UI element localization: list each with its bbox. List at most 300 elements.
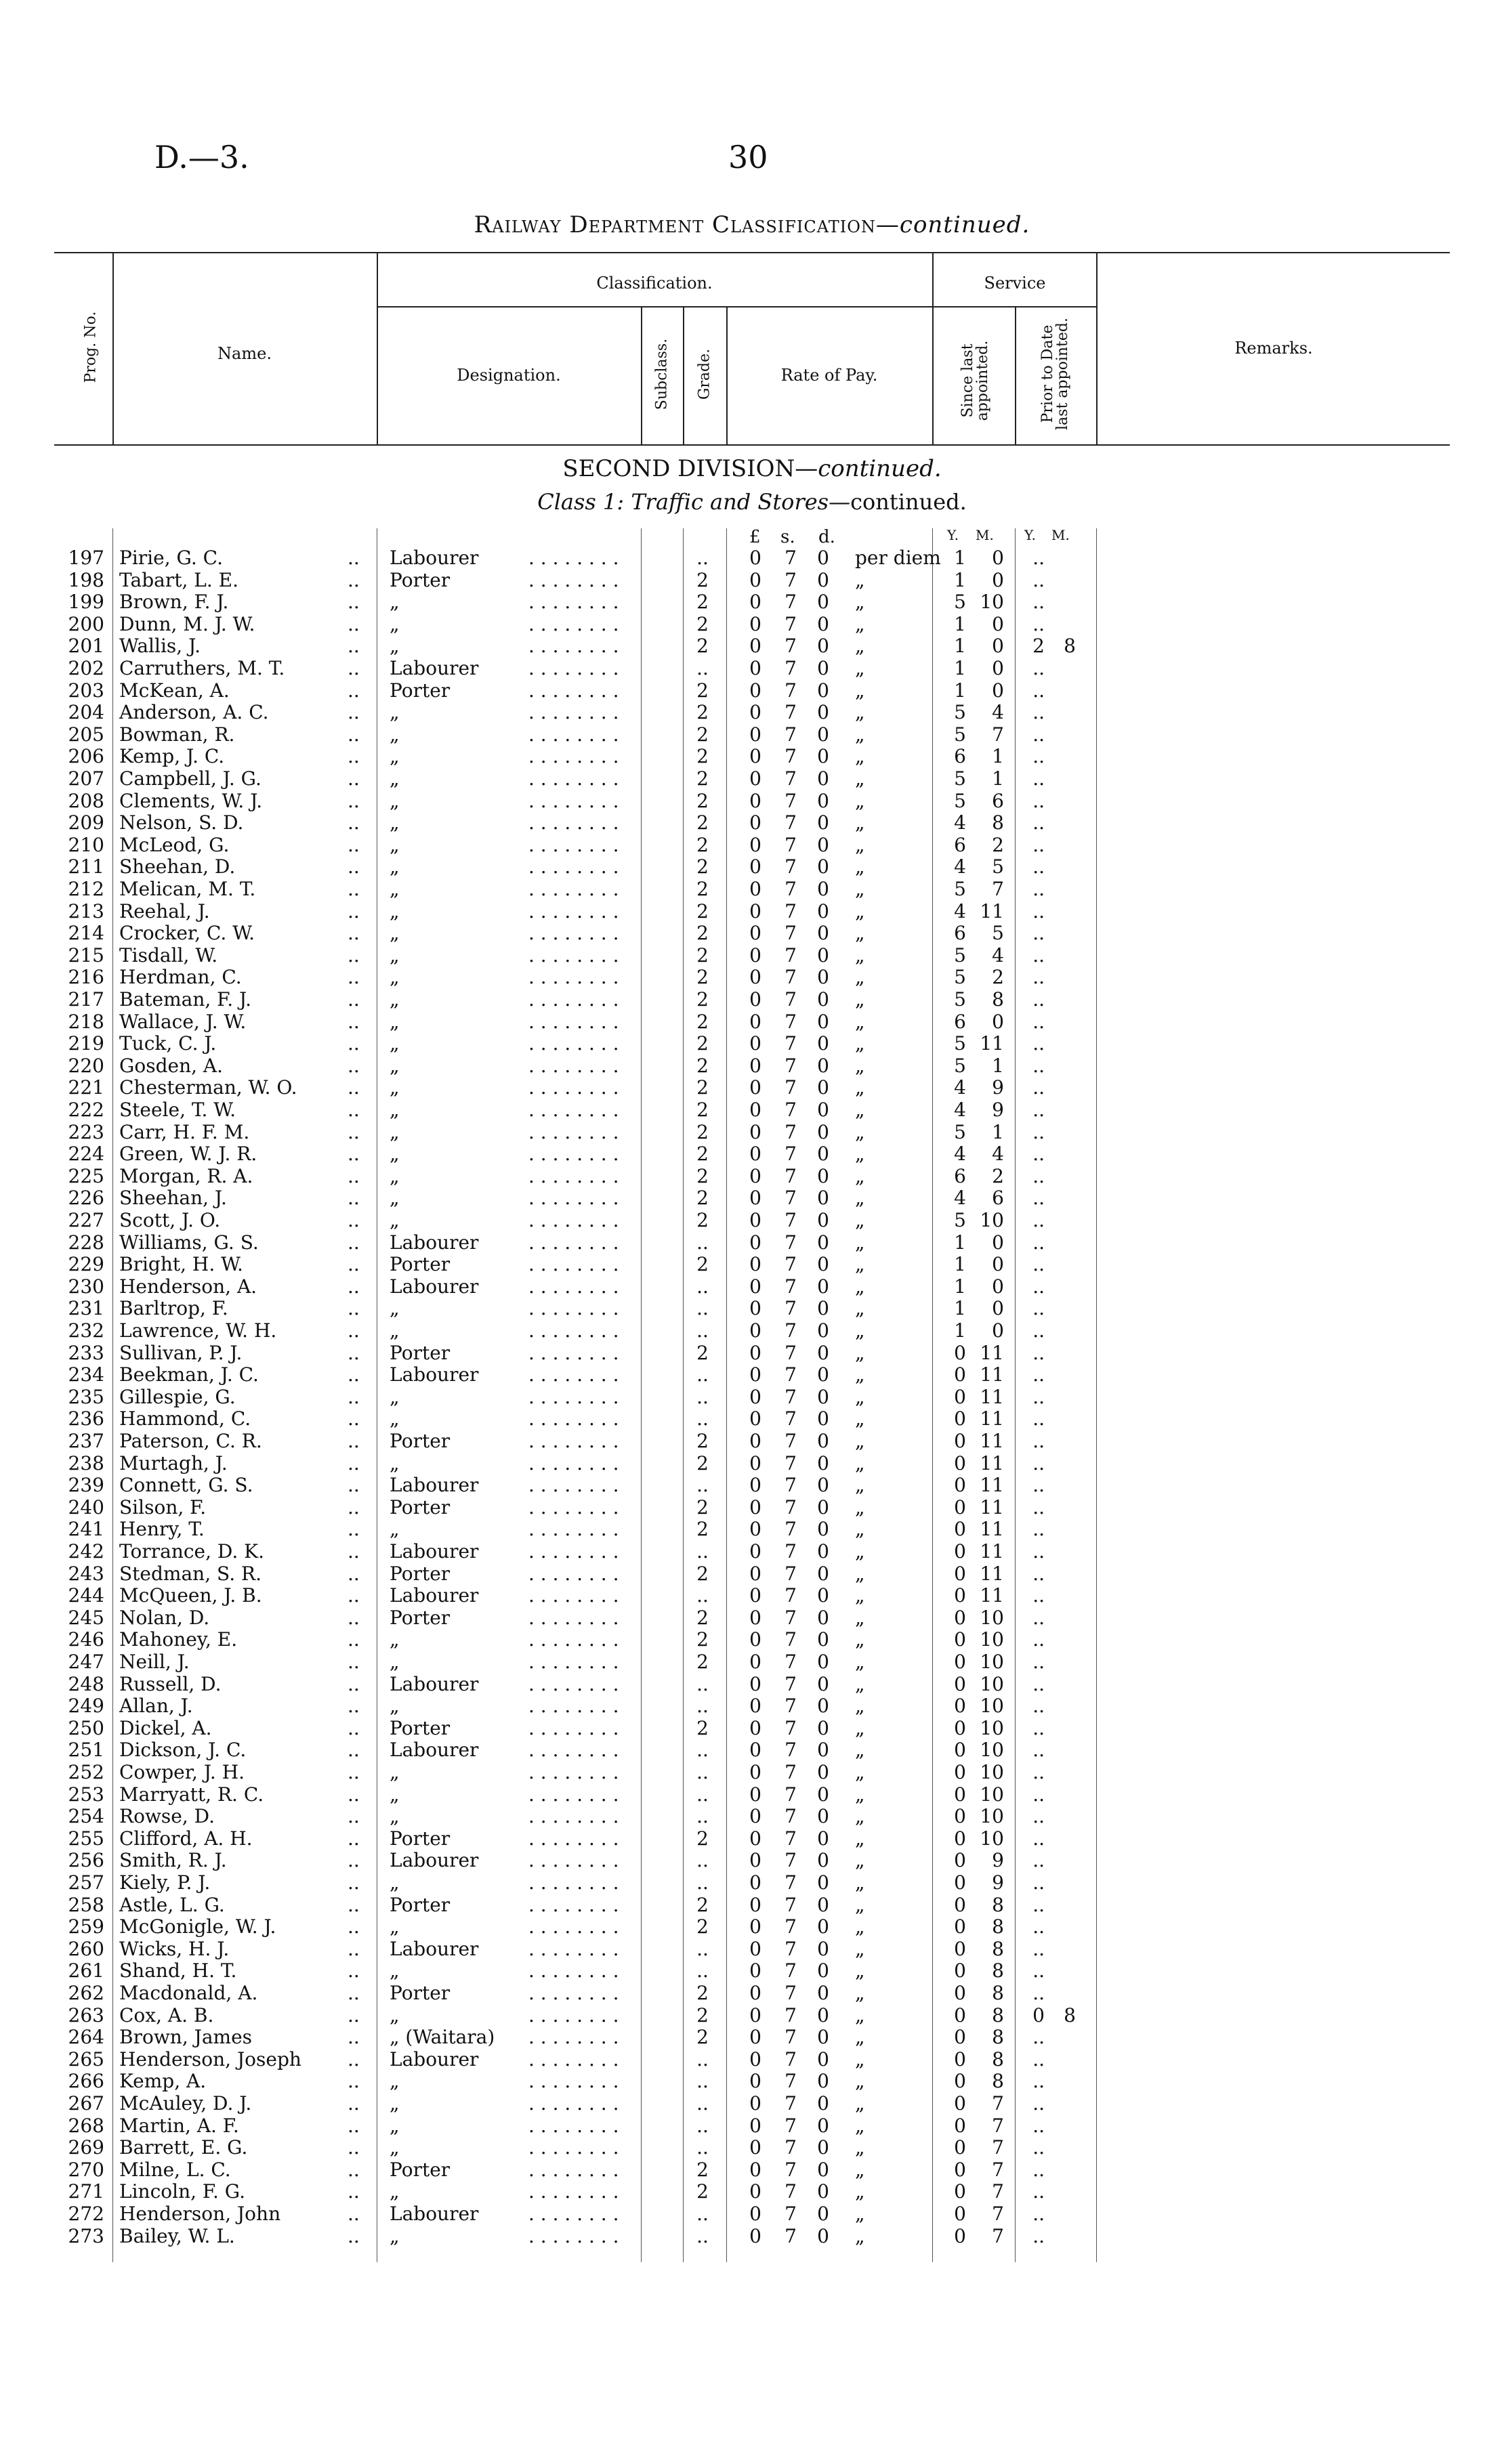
row-rate-pence: 0 — [817, 833, 829, 856]
row-prog-no: 245 — [68, 1606, 104, 1629]
table-row — [0, 2026, 1504, 2048]
designation-leader: . . . . . . . . — [528, 1319, 619, 1342]
row-since-years: 0 — [954, 1783, 966, 1806]
row-rate-pounds: 0 — [749, 1893, 761, 1916]
row-since-years: 0 — [954, 1363, 966, 1386]
row-grade: 2 — [696, 943, 709, 967]
row-name: Campbell, J. G. — [119, 767, 262, 790]
row-name: Beekman, J. C. — [119, 1363, 259, 1386]
row-rate-per: „ — [855, 1363, 865, 1386]
row-since-years: 1 — [954, 635, 966, 658]
row-since-years: 5 — [954, 767, 966, 790]
row-grade: .. — [696, 1275, 709, 1298]
section-division: SECOND DIVISION— — [562, 455, 818, 482]
name-leader: .. — [348, 1341, 360, 1364]
row-rate-pence: 0 — [817, 1761, 829, 1783]
name-leader: .. — [348, 1827, 360, 1850]
row-prior-years: .. — [1032, 767, 1045, 790]
row-designation: „ — [390, 1385, 400, 1408]
designation-leader: . . . . . . . . — [528, 2003, 619, 2026]
row-rate-per: „ — [855, 1385, 865, 1408]
row-prog-no: 270 — [68, 2158, 104, 2181]
row-since-months: 8 — [992, 1982, 1004, 2004]
row-since-years: 1 — [954, 657, 966, 679]
row-name: Astle, L. G. — [119, 1893, 225, 1916]
row-name: Bright, H. W. — [119, 1253, 243, 1276]
row-prior-years: .. — [1032, 811, 1045, 834]
row-name: Henry, T. — [119, 1518, 205, 1541]
row-prior-years: .. — [1032, 1606, 1045, 1629]
row-since-years: 5 — [954, 966, 966, 989]
name-leader: .. — [348, 1915, 360, 1938]
row-since-months: 10 — [980, 1628, 1004, 1651]
row-designation: „ — [390, 922, 400, 945]
row-since-months: 6 — [992, 789, 1004, 812]
row-designation: „ — [390, 988, 400, 1011]
row-rate-pounds: 0 — [749, 1827, 761, 1850]
row-since-years: 0 — [954, 1495, 966, 1518]
row-rate-pence: 0 — [817, 1672, 829, 1695]
row-rate-shillings: 7 — [785, 1319, 797, 1342]
row-since-months: 10 — [980, 1827, 1004, 1850]
row-prog-no: 247 — [68, 1651, 104, 1673]
row-prior-years: .. — [1032, 1849, 1045, 1872]
row-prog-no: 203 — [68, 679, 104, 702]
row-rate-per: „ — [855, 1672, 865, 1695]
row-since-months: 11 — [980, 1474, 1004, 1497]
row-grade: .. — [696, 2136, 709, 2159]
row-rate-per: „ — [855, 2203, 865, 2225]
row-since-months: 1 — [992, 767, 1004, 790]
designation-leader: . . . . . . . . — [528, 1032, 619, 1055]
row-rate-per: „ — [855, 1915, 865, 1938]
designation-leader: . . . . . . . . — [528, 2158, 619, 2181]
table-row — [0, 680, 1504, 702]
row-rate-pounds: 0 — [749, 1187, 761, 1210]
name-leader: .. — [348, 1783, 360, 1806]
row-rate-pounds: 0 — [749, 1495, 761, 1518]
row-designation: Porter — [390, 1827, 451, 1850]
row-grade: 2 — [696, 1451, 709, 1474]
row-rate-pence: 0 — [817, 1385, 829, 1408]
name-leader: .. — [348, 2092, 360, 2115]
table-row — [0, 967, 1504, 988]
row-prog-no: 262 — [68, 1982, 104, 2004]
document-reference: D.—3. — [154, 139, 249, 175]
row-since-years: 0 — [954, 1562, 966, 1585]
row-prog-no: 251 — [68, 1739, 104, 1762]
table-row — [0, 989, 1504, 1011]
name-leader: .. — [348, 1628, 360, 1651]
col-divider — [1015, 306, 1016, 444]
name-leader: .. — [348, 2047, 360, 2070]
row-since-years: 0 — [954, 1827, 966, 1850]
row-name: Neill, J. — [119, 1651, 190, 1673]
row-since-months: 8 — [992, 2047, 1004, 2070]
row-prog-no: 240 — [68, 1495, 104, 1518]
row-prior-years: .. — [1032, 745, 1045, 768]
row-rate-per: „ — [855, 1716, 865, 1739]
table-row — [0, 856, 1504, 878]
name-leader: .. — [348, 2203, 360, 2225]
row-rate-pounds: 0 — [749, 1672, 761, 1695]
row-since-years: 5 — [954, 591, 966, 614]
row-name: Bateman, F. J. — [119, 988, 251, 1011]
row-rate-per: „ — [855, 1231, 865, 1254]
row-designation: Labourer — [390, 1937, 479, 1960]
row-grade: .. — [696, 2224, 709, 2247]
row-prog-no: 260 — [68, 1937, 104, 1960]
name-leader: .. — [348, 1164, 360, 1187]
designation-leader: . . . . . . . . — [528, 1209, 619, 1231]
row-designation: Labourer — [390, 1363, 479, 1386]
row-name: Murtagh, J. — [119, 1451, 228, 1474]
row-grade: 2 — [696, 723, 709, 746]
row-rate-per: „ — [855, 1143, 865, 1166]
col-header-prog-no: Prog. No. — [82, 311, 100, 383]
row-grade: 2 — [696, 1341, 709, 1364]
row-rate-per: „ — [855, 1628, 865, 1651]
row-rate-shillings: 7 — [785, 1231, 797, 1254]
row-prog-no: 202 — [68, 657, 104, 679]
row-prog-no: 235 — [68, 1385, 104, 1408]
row-name: Smith, R. J. — [119, 1849, 227, 1872]
row-prior-years: .. — [1032, 612, 1045, 635]
row-prog-no: 222 — [68, 1099, 104, 1121]
row-grade: 2 — [696, 855, 709, 878]
designation-leader: . . . . . . . . — [528, 1474, 619, 1497]
row-rate-pence: 0 — [817, 1407, 829, 1430]
row-name: Crocker, C. W. — [119, 922, 255, 945]
row-name: Sheehan, D. — [119, 855, 236, 878]
row-name: Bailey, W. L. — [119, 2224, 235, 2247]
row-rate-per: „ — [855, 789, 865, 812]
row-rate-pounds: 0 — [749, 811, 761, 834]
row-grade: .. — [696, 2070, 709, 2093]
row-grade: 2 — [696, 988, 709, 1011]
row-prog-no: 220 — [68, 1054, 104, 1077]
row-prior-years: .. — [1032, 1584, 1045, 1607]
row-rate-shillings: 7 — [785, 1651, 797, 1673]
row-rate-pounds: 0 — [749, 1231, 761, 1254]
row-since-years: 0 — [954, 2224, 966, 2247]
row-rate-shillings: 7 — [785, 1076, 797, 1099]
row-prog-no: 208 — [68, 789, 104, 812]
row-rate-pounds: 0 — [749, 2026, 761, 2049]
name-leader: .. — [348, 2136, 360, 2159]
row-designation: Labourer — [390, 1231, 479, 1254]
row-rate-pounds: 0 — [749, 1164, 761, 1187]
name-leader: .. — [348, 568, 360, 591]
table-row — [0, 2049, 1504, 2070]
row-rate-pounds: 0 — [749, 1451, 761, 1474]
row-rate-pence: 0 — [817, 1319, 829, 1342]
row-rate-shillings: 7 — [785, 723, 797, 746]
name-leader: .. — [348, 943, 360, 967]
row-rate-pounds: 0 — [749, 2047, 761, 2070]
row-rate-pence: 0 — [817, 1430, 829, 1452]
row-rate-per: „ — [855, 1584, 865, 1607]
row-prog-no: 227 — [68, 1209, 104, 1231]
row-since-months: 8 — [992, 811, 1004, 834]
row-grade: .. — [696, 2203, 709, 2225]
row-prior-years: .. — [1032, 1253, 1045, 1276]
row-designation: „ — [390, 1518, 400, 1541]
row-prog-no: 209 — [68, 811, 104, 834]
row-name: Reehal, J. — [119, 899, 210, 922]
row-rate-pence: 0 — [817, 1231, 829, 1254]
row-prior-years: .. — [1032, 2158, 1045, 2181]
row-prog-no: 267 — [68, 2092, 104, 2115]
row-rate-per: „ — [855, 2114, 865, 2137]
row-rate-pence: 0 — [817, 1518, 829, 1541]
row-designation: „ — [390, 789, 400, 812]
row-name: Allan, J. — [119, 1695, 193, 1718]
row-rate-per: „ — [855, 2180, 865, 2203]
designation-leader: . . . . . . . . — [528, 922, 619, 945]
row-rate-pounds: 0 — [749, 833, 761, 856]
row-prior-years: .. — [1032, 966, 1045, 989]
row-rate-pence: 0 — [817, 922, 829, 945]
row-designation: „ — [390, 1871, 400, 1894]
designation-leader: . . . . . . . . — [528, 2224, 619, 2247]
row-grade: 2 — [696, 811, 709, 834]
row-prior-years: .. — [1032, 568, 1045, 591]
row-rate-pounds: 0 — [749, 1695, 761, 1718]
row-rate-per: „ — [855, 811, 865, 834]
row-designation: Labourer — [390, 1584, 479, 1607]
designation-leader: . . . . . . . . — [528, 547, 619, 569]
row-grade: 2 — [696, 1010, 709, 1033]
row-rate-per: „ — [855, 1474, 865, 1497]
row-rate-shillings: 7 — [785, 1187, 797, 1210]
row-name: Herdman, C. — [119, 966, 242, 989]
row-rate-pence: 0 — [817, 1982, 829, 2004]
name-leader: .. — [348, 811, 360, 834]
row-prior-years: .. — [1032, 1739, 1045, 1762]
row-prog-no: 237 — [68, 1430, 104, 1452]
row-grade: .. — [696, 1407, 709, 1430]
row-rate-per: „ — [855, 2136, 865, 2159]
row-designation: „ — [390, 2224, 400, 2247]
row-prior-years: .. — [1032, 1982, 1045, 2004]
row-grade: 2 — [696, 1716, 709, 1739]
row-since-years: 4 — [954, 899, 966, 922]
col-header-remarks: Remarks. — [1234, 339, 1313, 358]
row-since-months: 0 — [992, 679, 1004, 702]
row-rate-pounds: 0 — [749, 988, 761, 1011]
row-rate-pence: 0 — [817, 899, 829, 922]
designation-leader: . . . . . . . . — [528, 591, 619, 614]
row-rate-per: „ — [855, 1187, 865, 1210]
row-prior-years: .. — [1032, 922, 1045, 945]
row-grade: .. — [696, 2114, 709, 2137]
row-designation: „ — [390, 2070, 400, 2093]
row-rate-per: „ — [855, 1010, 865, 1033]
class-name: Traffic and Stores — [631, 489, 829, 515]
name-leader: .. — [348, 2026, 360, 2049]
row-name: Hammond, C. — [119, 1407, 251, 1430]
row-designation: Porter — [390, 1430, 451, 1452]
row-rate-shillings: 7 — [785, 1540, 797, 1563]
row-grade: .. — [696, 1474, 709, 1497]
row-since-months: 10 — [980, 1739, 1004, 1762]
row-prog-no: 207 — [68, 767, 104, 790]
row-rate-per: „ — [855, 1805, 865, 1828]
row-rate-per: „ — [855, 1937, 865, 1960]
name-leader: .. — [348, 1032, 360, 1055]
row-rate-per: „ — [855, 1076, 865, 1099]
designation-leader: . . . . . . . . — [528, 899, 619, 922]
row-prior-years: .. — [1032, 1363, 1045, 1386]
row-prog-no: 255 — [68, 1827, 104, 1850]
row-rate-per: „ — [855, 855, 865, 878]
row-prior-years: .. — [1032, 1297, 1045, 1320]
row-rate-per: „ — [855, 878, 865, 900]
table-row — [0, 878, 1504, 900]
row-since-years: 0 — [954, 1606, 966, 1629]
row-prior-years: .. — [1032, 591, 1045, 614]
row-rate-per: „ — [855, 767, 865, 790]
row-rate-pence: 0 — [817, 1010, 829, 1033]
class-label: Class 1: — [537, 489, 631, 515]
row-name: Macdonald, A. — [119, 1982, 258, 2004]
row-since-months: 1 — [992, 1120, 1004, 1143]
row-rate-pounds: 0 — [749, 1253, 761, 1276]
table-row — [0, 1938, 1504, 1960]
row-rate-pounds: 0 — [749, 1915, 761, 1938]
designation-leader: . . . . . . . . — [528, 1827, 619, 1850]
row-since-years: 5 — [954, 878, 966, 900]
row-rate-per: „ — [855, 2026, 865, 2049]
row-prior-years: .. — [1032, 1672, 1045, 1695]
row-name: Wallis, J. — [119, 635, 201, 658]
unit-pence: d. — [818, 527, 835, 547]
table-row — [0, 591, 1504, 613]
row-rate-shillings: 7 — [785, 1253, 797, 1276]
row-since-months: 7 — [992, 878, 1004, 900]
row-rate-pounds: 0 — [749, 1651, 761, 1673]
row-since-years: 0 — [954, 1474, 966, 1497]
row-rate-pounds: 0 — [749, 1716, 761, 1739]
row-prior-years: .. — [1032, 2180, 1045, 2203]
row-name: Stedman, S. R. — [119, 1562, 262, 1585]
row-name: Kiely, P. J. — [119, 1871, 211, 1894]
name-leader: .. — [348, 1231, 360, 1254]
row-prior-years: .. — [1032, 1628, 1045, 1651]
row-rate-per: „ — [855, 568, 865, 591]
row-since-months: 8 — [992, 1959, 1004, 1982]
row-since-years: 0 — [954, 1628, 966, 1651]
designation-leader: . . . . . . . . — [528, 2203, 619, 2225]
row-grade: 2 — [696, 1651, 709, 1673]
row-rate-pence: 0 — [817, 1032, 829, 1055]
row-rate-pounds: 0 — [749, 1341, 761, 1364]
designation-leader: . . . . . . . . — [528, 2180, 619, 2203]
row-grade: .. — [696, 1739, 709, 1762]
row-name: Morgan, R. A. — [119, 1164, 253, 1187]
row-grade: .. — [696, 1959, 709, 1982]
row-designation: „ — [390, 1099, 400, 1121]
col-header-name: Name. — [217, 344, 272, 363]
row-rate-shillings: 7 — [785, 1849, 797, 1872]
name-leader: .. — [348, 1187, 360, 1210]
row-rate-pence: 0 — [817, 2047, 829, 2070]
row-since-months: 8 — [992, 2026, 1004, 2049]
row-prior-years: .. — [1032, 2092, 1045, 2115]
row-rate-pence: 0 — [817, 1209, 829, 1231]
designation-leader: . . . . . . . . — [528, 1606, 619, 1629]
row-prog-no: 241 — [68, 1518, 104, 1541]
row-designation: „ — [390, 943, 400, 967]
row-name: Henderson, Joseph — [119, 2047, 301, 2070]
row-since-months: 11 — [980, 1430, 1004, 1452]
row-prior-years: .. — [1032, 899, 1045, 922]
row-name: Kemp, J. C. — [119, 745, 225, 768]
row-rate-shillings: 7 — [785, 1739, 797, 1762]
row-since-years: 4 — [954, 1099, 966, 1121]
row-since-months: 10 — [980, 1695, 1004, 1718]
designation-leader: . . . . . . . . — [528, 1495, 619, 1518]
row-designation: Porter — [390, 1495, 451, 1518]
row-prog-no: 253 — [68, 1783, 104, 1806]
row-since-months: 8 — [992, 1915, 1004, 1938]
row-since-months: 0 — [992, 568, 1004, 591]
row-rate-per: „ — [855, 745, 865, 768]
row-prog-no: 252 — [68, 1761, 104, 1783]
row-since-years: 0 — [954, 2136, 966, 2159]
row-rate-per: „ — [855, 2224, 865, 2247]
row-rate-pence: 0 — [817, 1739, 829, 1762]
row-grade: 2 — [696, 1518, 709, 1541]
row-since-years: 0 — [954, 1739, 966, 1762]
table-row — [0, 1894, 1504, 1916]
row-designation: „ — [390, 833, 400, 856]
table-row — [0, 1497, 1504, 1518]
row-name: Steele, T. W. — [119, 1099, 236, 1121]
row-since-years: 0 — [954, 1540, 966, 1563]
row-grade: 2 — [696, 1253, 709, 1276]
row-designation: „ — [390, 1032, 400, 1055]
designation-leader: . . . . . . . . — [528, 943, 619, 967]
row-prior-years: .. — [1032, 1385, 1045, 1408]
row-rate-shillings: 7 — [785, 1937, 797, 1960]
row-grade: 2 — [696, 1054, 709, 1077]
row-grade: .. — [696, 1297, 709, 1320]
designation-leader: . . . . . . . . — [528, 1297, 619, 1320]
row-rate-pounds: 0 — [749, 1099, 761, 1121]
row-prog-no: 258 — [68, 1893, 104, 1916]
designation-leader: . . . . . . . . — [528, 1231, 619, 1254]
row-prior-years: .. — [1032, 1187, 1045, 1210]
row-designation: „ — [390, 811, 400, 834]
row-rate-shillings: 7 — [785, 899, 797, 922]
row-rate-shillings: 7 — [785, 1805, 797, 1828]
row-rate-pounds: 0 — [749, 723, 761, 746]
row-rate-per: „ — [855, 2070, 865, 2093]
row-since-years: 1 — [954, 568, 966, 591]
row-rate-per: „ — [855, 833, 865, 856]
row-rate-pence: 0 — [817, 1695, 829, 1718]
row-prior-years: .. — [1032, 657, 1045, 679]
row-designation: „ — [390, 635, 400, 658]
row-prior-years: .. — [1032, 2114, 1045, 2137]
row-name: Marryatt, R. C. — [119, 1783, 264, 1806]
row-since-months: 11 — [980, 1385, 1004, 1408]
row-grade: 2 — [696, 1164, 709, 1187]
row-designation: Labourer — [390, 1849, 479, 1872]
designation-leader: . . . . . . . . — [528, 1739, 619, 1762]
